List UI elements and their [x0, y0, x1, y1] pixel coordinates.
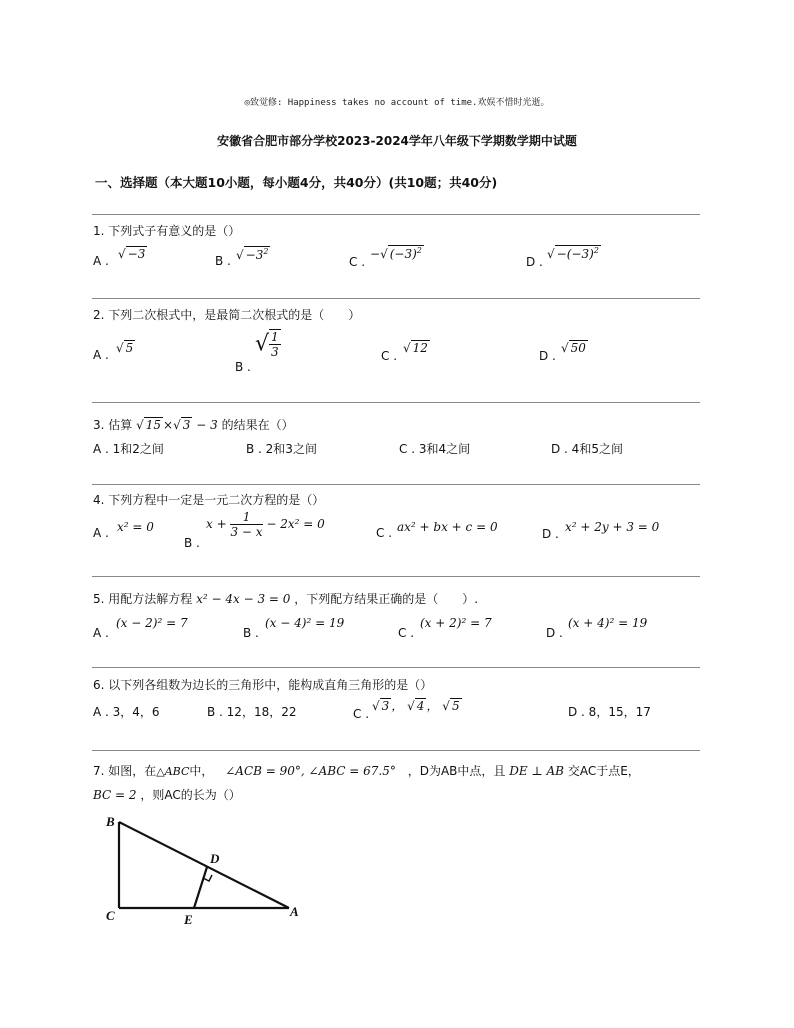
q2-stem: 2. 下列二次根式中，是最简二次根式的是（ ）	[93, 308, 361, 322]
point-e-label: E	[184, 912, 193, 927]
q1-option-d-label[interactable]: D .	[526, 255, 543, 269]
q2-option-a-expr: √ 5	[116, 341, 134, 355]
q6-option-c-label[interactable]: C .	[353, 707, 370, 721]
q3-option-c[interactable]: C . 3和4之间	[399, 442, 471, 456]
q4-option-d-expr: x² + 2y + 3 = 0	[565, 520, 660, 534]
q2-option-c-label[interactable]: C .	[381, 349, 398, 363]
segment-de	[194, 867, 207, 908]
q3-option-d[interactable]: D . 4和5之间	[551, 442, 623, 456]
q1-option-b-label[interactable]: B .	[215, 254, 231, 268]
q4-option-a-label[interactable]: A .	[93, 526, 109, 540]
q2-option-c-expr: √ 12	[403, 341, 428, 355]
q1-option-a-label[interactable]: A .	[93, 254, 109, 268]
q2-option-d-expr: √ 50	[561, 341, 586, 355]
divider	[92, 576, 700, 577]
q2-option-b-expr: √ $\frac{1}{3}$	[255, 330, 279, 359]
q4-stem: 4. 下列方程中一定是一元二次方程的是（）	[93, 493, 325, 507]
q1-option-c-expr: −√ $(-3)^2$	[370, 246, 422, 261]
q5-option-d-label[interactable]: D .	[546, 626, 563, 640]
q3-option-a[interactable]: A . 1和2之间	[93, 442, 164, 456]
triangle-figure	[100, 808, 310, 928]
divider	[92, 402, 700, 403]
page-header-quote: ◎致觉修: Happiness takes no account of time.欢娱不惜时光逝。	[244, 98, 550, 108]
q4-option-c-label[interactable]: C .	[376, 526, 393, 540]
q2-option-a-label[interactable]: A .	[93, 348, 109, 362]
divider	[92, 214, 700, 215]
point-b-label: B	[106, 814, 115, 829]
q5-option-b-expr: (x − 4)² = 19	[265, 616, 345, 630]
divider	[92, 484, 700, 485]
q1-option-d-expr: √ $-(-3)^2$	[547, 246, 599, 261]
q5-stem: 5. 用配方法解方程 x² − 4x − 3 = 0 ，下列配方结果正确的是（ ）.	[93, 592, 479, 606]
q1-option-b-expr: √ $-3^2$	[236, 247, 269, 262]
q3-stem: 3. 估算 √ 15 ×√ 3 − 3 的结果在（）	[93, 418, 294, 432]
q6-option-b[interactable]: B . 12，18，22	[207, 705, 297, 719]
point-c-label: C	[106, 908, 115, 923]
q6-option-d[interactable]: D . 8，15，17	[568, 705, 651, 719]
q1-stem: 1. 下列式子有意义的是（）	[93, 224, 241, 238]
exam-title: 安徽省合肥市部分学校2023-2024学年八年级下学期数学期中试题	[217, 134, 577, 148]
q7-stem-line2: BC = 2 ，则AC的长为（）	[93, 788, 241, 802]
q4-option-c-expr: ax² + bx + c = 0	[397, 520, 498, 534]
q6-option-c-expr: √ 3 ， √ 4 ， √ 5	[372, 699, 460, 713]
q1-option-a-expr: √ −3	[118, 247, 146, 261]
q5-option-b-label[interactable]: B .	[243, 626, 259, 640]
segment-ba	[119, 822, 289, 908]
q6-option-a[interactable]: A . 3，4，6	[93, 705, 160, 719]
divider	[92, 750, 700, 751]
q4-option-b-label[interactable]: B .	[184, 536, 200, 550]
q5-option-c-expr: (x + 2)² = 7	[420, 616, 492, 630]
q2-option-b-label[interactable]: B .	[235, 360, 251, 374]
divider	[92, 298, 700, 299]
section-heading: 一、选择题（本大题10小题，每小题4分，共40分）(共10题；共40分)	[95, 175, 498, 190]
q3-option-b[interactable]: B . 2和3之间	[246, 442, 317, 456]
point-d-label: D	[210, 851, 220, 866]
q1-option-c-label[interactable]: C .	[349, 255, 366, 269]
q7-stem-line1: 7. 如图，在△ABC中， ∠ACB = 90°, ∠ABC = 67.5° ，D为AB中点，且 DE ⊥ AB 交AC于点E，	[93, 764, 640, 778]
point-a-label: A	[290, 904, 299, 919]
divider	[92, 667, 700, 668]
q5-option-c-label[interactable]: C .	[398, 626, 415, 640]
q2-option-d-label[interactable]: D .	[539, 349, 556, 363]
q4-option-b-expr: x + $\frac{1}{3 - x}$ − 2x² = 0	[206, 510, 325, 539]
q5-option-a-expr: (x − 2)² = 7	[116, 616, 188, 630]
q5-option-d-expr: (x + 4)² = 19	[568, 616, 648, 630]
q4-option-d-label[interactable]: D .	[542, 527, 559, 541]
q5-option-a-label[interactable]: A .	[93, 626, 109, 640]
q4-option-a-expr: x² = 0	[117, 520, 154, 534]
q6-stem: 6. 以下列各组数为边长的三角形中，能构成直角三角形的是（）	[93, 678, 433, 692]
